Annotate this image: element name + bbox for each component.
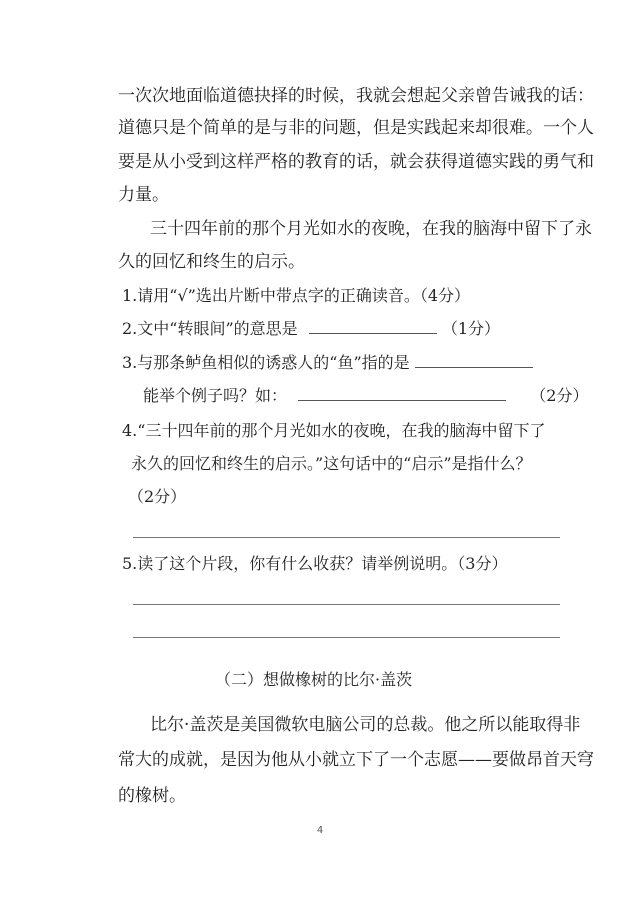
question-4-line-3: （2分） [128, 487, 187, 506]
passage-line-4: 力量。 [118, 185, 169, 205]
question-4-line-1: 4.“三十四年前的那个月光如水的夜晚，在我的脑海中留下了 [122, 421, 546, 440]
passage-line-3: 要是从小受到这样严格的教育的话，就会获得道德实践的勇气和 [118, 152, 594, 172]
section-2-title: （二）想做橡树的比尔·盖茨 [215, 670, 413, 689]
question-4-answer-line[interactable] [133, 537, 560, 538]
passage-line-1: 一次次地面临道德抉择的时候，我就会想起父亲曾告诫我的话： [118, 86, 594, 106]
question-1: 1.请用“√”选出片断中带点字的正确读音。（4分） [122, 286, 471, 305]
passage-line-5: 三十四年前的那个月光如水的夜晚，在我的脑海中留下了永 [150, 219, 592, 239]
question-5-answer-line-2[interactable] [133, 637, 560, 638]
question-2 [122, 318, 500, 340]
question-3-followup-text: 能举个例子吗？如： [143, 386, 288, 405]
section-2-line-3: 的橡树。 [118, 786, 186, 806]
question-3 [122, 352, 533, 374]
question-4-line-2: 永久的回忆和终生的启示。”这句话中的“启示”是指什么？ [131, 454, 532, 473]
section-2-line-1: 比尔·盖茨是美国微软电脑公司的总裁。他之所以能取得非 [150, 715, 581, 735]
question-2-text: 2.文中“转眼间”的意思是 [122, 319, 298, 338]
page-number: 4 [316, 825, 324, 836]
question-5: 5.读了这个片段，你有什么收获？请举例说明。（3分） [122, 554, 508, 573]
passage-line-6: 久的回忆和终生的启示。 [118, 252, 305, 272]
question-3-score: （2分） [530, 386, 589, 405]
question-3-followup [143, 385, 588, 407]
question-2-answer-blank[interactable] [309, 319, 437, 334]
passage-line-2: 道德只是个简单的是与非的问题，但是实践起来却很难。一个人 [118, 118, 594, 138]
question-3-answer-blank[interactable] [415, 353, 533, 368]
section-2-line-2: 常大的成就，是因为他从小就立下了一个志愿——要做昂首天穹 [118, 750, 594, 770]
question-3-example-blank[interactable] [298, 386, 506, 401]
question-2-score: （1分） [441, 319, 501, 338]
question-3-text: 3.与那条鲈鱼相似的诱惑人的“鱼”指的是 [122, 353, 410, 372]
question-5-answer-line-1[interactable] [133, 604, 560, 605]
